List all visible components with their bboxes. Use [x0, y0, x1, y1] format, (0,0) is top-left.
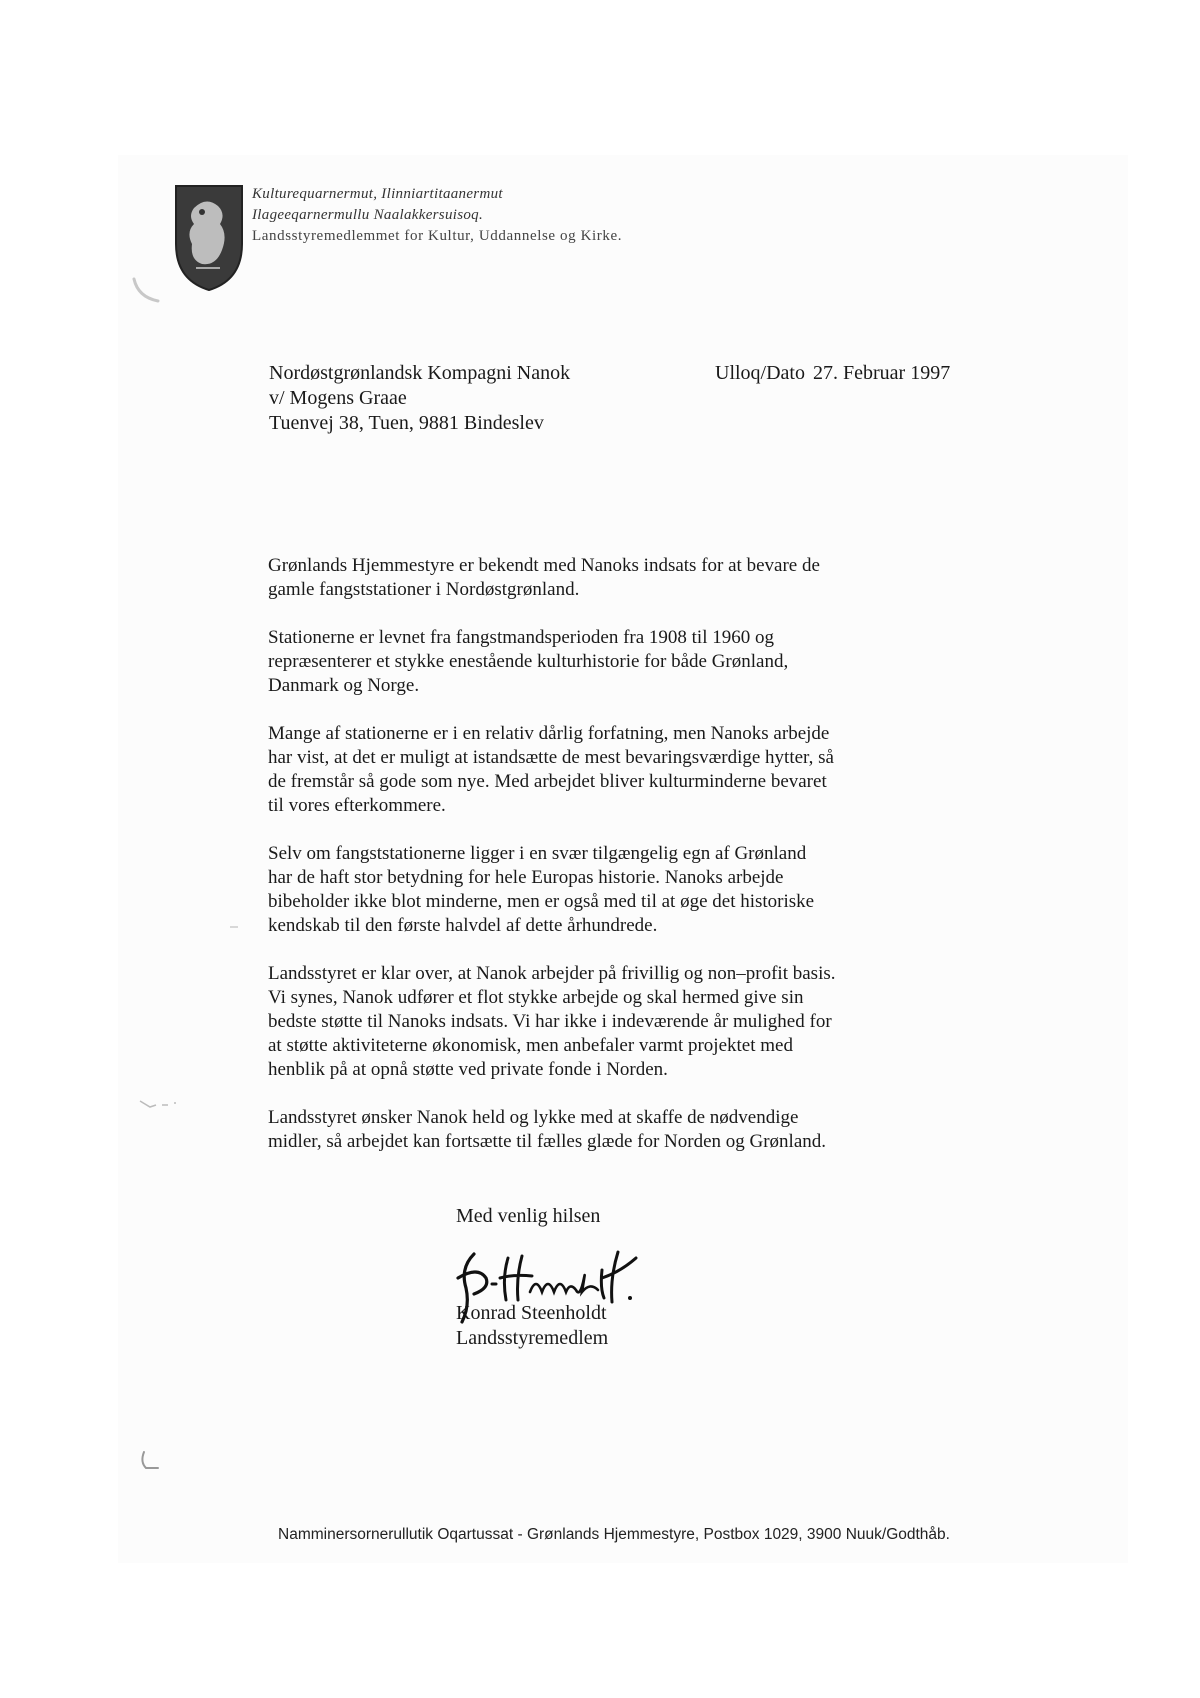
recipient-name: Nordøstgrønlandsk Kompagni Nanok: [269, 362, 571, 384]
closing-greeting: Med venlig hilsen: [456, 1205, 601, 1227]
letterhead-line-danish: Landsstyremedlemmet for Kultur, Uddannelse og Kirke.: [252, 228, 623, 244]
paragraph-line: har de haft stor betydning for hele Europas historie. Nanoks arbejde: [268, 867, 784, 888]
handwritten-signature: [452, 1248, 642, 1330]
letterhead-line-greenlandic-2: Ilageeqarnermullu Naalakkersuisoq.: [252, 207, 484, 223]
paragraph-line: Mange af stationerne er i en relativ dårlig forfatning, men Nanoks arbejde: [268, 723, 830, 744]
date-label: Ulloq/Dato: [715, 362, 805, 384]
paragraph-line: Landsstyret er klar over, at Nanok arbejder på frivillig og non–profit basis.: [268, 963, 836, 984]
paragraph-line: Grønlands Hjemmestyre er bekendt med Nanoks indsats for at bevare de: [268, 555, 820, 576]
paragraph-2: [268, 626, 908, 698]
paragraph-line: bedste støtte til Nanoks indsats. Vi har ikke i indeværende år mulighed for: [268, 1011, 832, 1032]
paragraph-line: henblik på at opnå støtte ved private fonde i Norden.: [268, 1059, 668, 1080]
scan-artifact-mark: [138, 1097, 178, 1113]
paragraph-5: [268, 962, 908, 1082]
paragraph-line: de fremstår så gode som nye. Med arbejdet bliver kulturminderne bevaret: [268, 771, 827, 792]
signer-title: Landsstyremedlem: [456, 1327, 609, 1349]
signer-name: Konrad Steenholdt: [456, 1302, 607, 1324]
recipient-street: Tuenvej 38, Tuen, 9881 Bindeslev: [269, 412, 544, 434]
coat-of-arms-icon: [172, 184, 246, 292]
letterhead-line-greenlandic-1: Kulturequarnermut, Ilinniartitaanermut: [252, 186, 503, 202]
paragraph-line: til vores efterkommere.: [268, 795, 446, 816]
letterhead: [252, 184, 622, 247]
scan-artifact-mark: [138, 1450, 162, 1472]
recipient-address: [269, 361, 570, 436]
paragraph-3: [268, 722, 908, 818]
date-value: 27. Februar 1997: [813, 362, 951, 384]
recipient-attention: v/ Mogens Graae: [269, 387, 407, 409]
letter-body: [268, 554, 908, 1178]
paragraph-line: gamle fangststationer i Nordøstgrønland.: [268, 579, 580, 600]
paragraph-1: [268, 554, 908, 602]
paragraph-line: har vist, at det er muligt at istandsætte de mest bevaringsværdige hytter, så: [268, 747, 834, 768]
dateline: [715, 361, 950, 386]
paragraph-line: Vi synes, Nanok udfører et flot stykke arbejde og skal hermed give sin: [268, 987, 804, 1008]
paragraph-line: midler, så arbejdet kan fortsætte til fælles glæde for Norden og Grønland.: [268, 1131, 827, 1152]
footer-address: Namminersornerullutik Oqartussat - Grønlands Hjemmestyre, Postbox 1029, 3900 Nuuk/Godthåb.: [278, 1526, 950, 1543]
paragraph-4: [268, 842, 908, 938]
paragraph-line: bibeholder ikke blot minderne, men er også med til at øge det historiske: [268, 891, 815, 912]
paragraph-6: [268, 1106, 908, 1154]
paragraph-line: Selv om fangststationerne ligger i en svær tilgængelig egn af Grønland: [268, 843, 807, 864]
paragraph-line: at støtte aktiviteterne økonomisk, men anbefaler varmt projektet med: [268, 1035, 793, 1056]
paragraph-line: Landsstyret ønsker Nanok held og lykke med at skaffe de nødvendige: [268, 1107, 799, 1128]
paragraph-line: Danmark og Norge.: [268, 675, 420, 696]
scan-artifact-mark: [130, 275, 162, 305]
paragraph-line: kendskab til den første halvdel af dette århundrede.: [268, 915, 658, 936]
scan-artifact-mark: [230, 925, 238, 929]
paragraph-line: repræsenterer et stykke enestående kulturhistorie for både Grønland,: [268, 651, 789, 672]
paragraph-line: Stationerne er levnet fra fangstmandsperioden fra 1908 til 1960 og: [268, 627, 774, 648]
